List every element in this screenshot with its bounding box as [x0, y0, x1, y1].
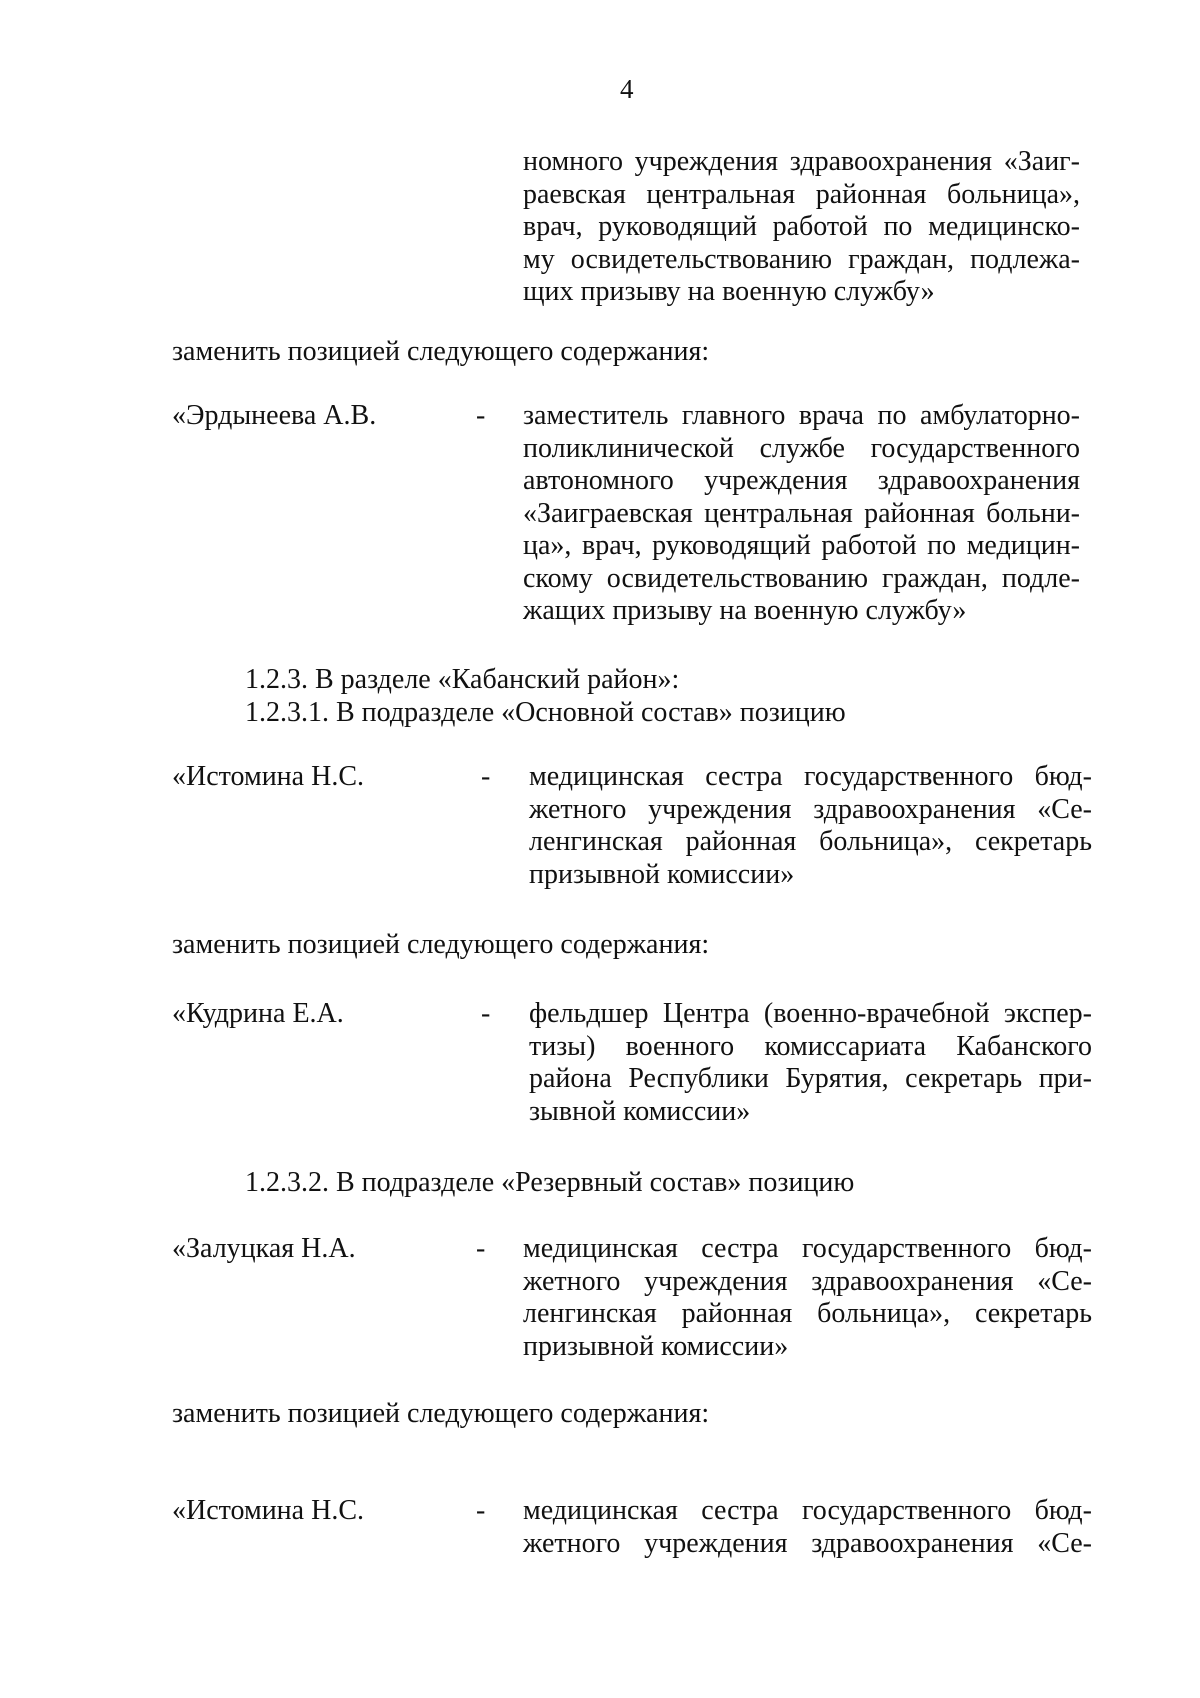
- description-line: призывной комиссии»: [523, 1330, 789, 1362]
- description-line: жетного учреждения здравоохранения «Се-: [523, 1265, 1092, 1297]
- entry-dash: -: [476, 1495, 486, 1526]
- description-line: «Заиграевская центральная районная больни-: [523, 497, 1080, 529]
- description-line: тизы) военного комиссариата Кабанского: [529, 1030, 1092, 1062]
- replace-phrase: заменить позицией следующего содержания:: [172, 1398, 710, 1429]
- entry-description: [523, 1233, 1092, 1363]
- entry-description: [523, 1495, 1092, 1560]
- description-line: врач, руководящий работой по медицинско-: [523, 211, 1080, 242]
- description-line: раевская центральная районная больница»,: [523, 178, 1080, 210]
- description-line: автономного учреждения здравоохранения: [523, 465, 1080, 496]
- description-line: заместитель главного врача по амбулаторно-: [523, 400, 1080, 431]
- description-line: жащих призыву на военную службу»: [523, 595, 967, 626]
- description-line: жетного учреждения здравоохранения «Се-: [523, 1527, 1092, 1559]
- replace-phrase: заменить позицией следующего содержания:: [172, 336, 710, 367]
- section-heading: 1.2.3. В разделе «Кабанский район»:: [245, 664, 680, 695]
- description-line: скому освидетельствованию граждан, подле-: [523, 562, 1080, 594]
- entry-name: «Эрдынеева А.В.: [172, 400, 377, 431]
- replace-phrase: заменить позицией следующего содержания:: [172, 929, 710, 960]
- description-line: жетного учреждения здравоохранения «Се-: [529, 793, 1092, 825]
- intro-continuation: [523, 146, 1080, 309]
- description-line: фельдшер Центра (военно-врачебной экспер-: [529, 998, 1092, 1029]
- entry-description: [523, 400, 1080, 628]
- subsection-heading: 1.2.3.2. В подразделе «Резервный состав» позицию: [245, 1167, 855, 1198]
- description-line: ленгинская районная больница», секретарь: [529, 826, 1092, 857]
- entry-name: «Кудрина Е.А.: [172, 998, 344, 1029]
- description-line: медицинская сестра государственного бюд-: [529, 761, 1092, 792]
- description-line: зывной комиссии»: [529, 1095, 751, 1127]
- description-line: медицинская сестра государственного бюд-: [523, 1495, 1092, 1526]
- description-line: щих призыву на военную службу»: [523, 276, 935, 307]
- description-line: му освидетельствованию граждан, подлежа-: [523, 243, 1080, 275]
- page-number: 4: [620, 74, 634, 104]
- subsection-heading: 1.2.3.1. В подразделе «Основной состав» позицию: [245, 697, 846, 728]
- description-line: медицинская сестра государственного бюд-: [523, 1233, 1092, 1264]
- entry-description: [529, 761, 1092, 891]
- entry-name: «Залуцкая Н.А.: [172, 1233, 356, 1264]
- description-line: поликлинической службе государственного: [523, 432, 1080, 464]
- description-line: номного учреждения здравоохранения «Заиг-: [523, 146, 1080, 177]
- entry-dash: -: [476, 400, 486, 431]
- entry-description: [529, 998, 1092, 1128]
- entry-dash: -: [476, 1233, 486, 1264]
- entry-dash: -: [481, 998, 491, 1029]
- description-line: района Республики Бурятия, секретарь при-: [529, 1063, 1092, 1094]
- description-line: ленгинская районная больница», секретарь: [523, 1298, 1092, 1329]
- description-line: призывной комиссии»: [529, 858, 795, 890]
- description-line: ца», врач, руководящий работой по медицин-: [523, 530, 1080, 561]
- entry-name: «Истомина Н.С.: [172, 761, 364, 792]
- entry-dash: -: [481, 761, 491, 792]
- entry-name: «Истомина Н.С.: [172, 1495, 364, 1526]
